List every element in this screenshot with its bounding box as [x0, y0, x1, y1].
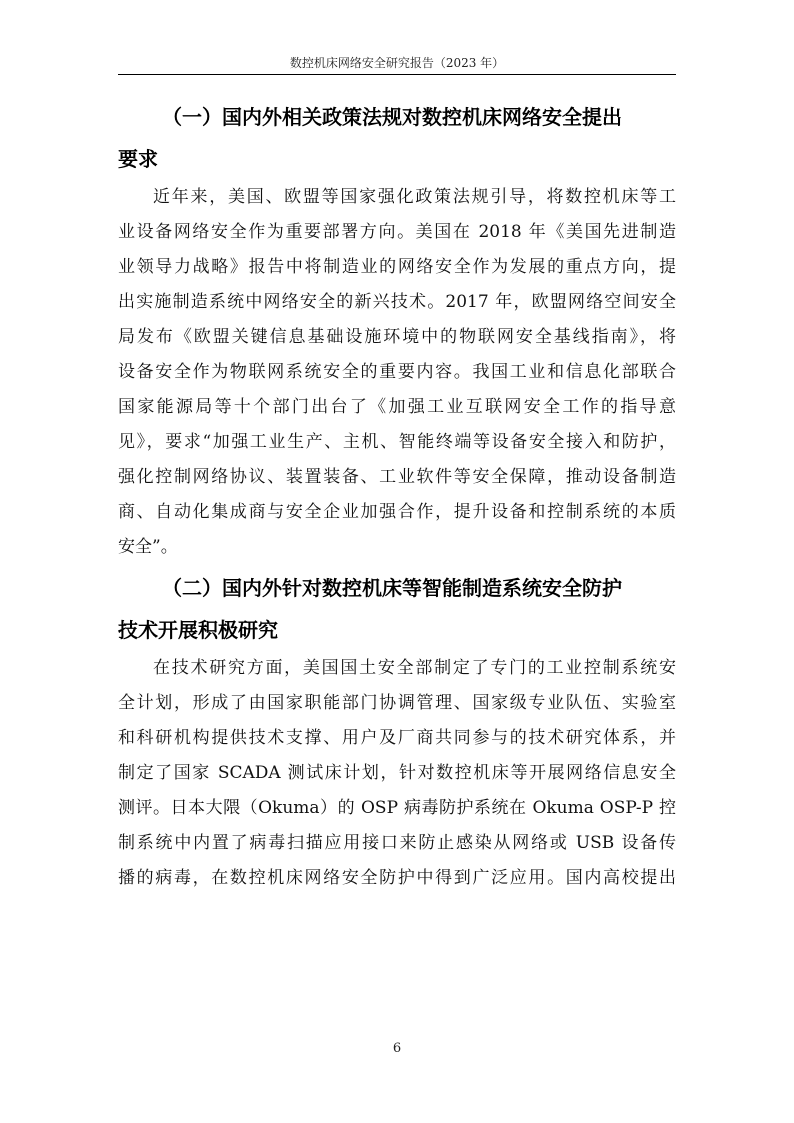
paragraph-line: 全计划，形成了由国家职能部门协调管理、国家级专业队伍、实验室 — [118, 693, 676, 713]
section-2-paragraph — [118, 651, 676, 896]
paragraph-line: 设备安全作为物联网系统安全的重要内容。我国工业和信息化部联合 — [118, 362, 676, 382]
header-divider — [118, 74, 676, 75]
paragraph-line: 制定了国家 SCADA 测试床计划，针对数控机床等开展网络信息安全 — [118, 763, 676, 783]
paragraph-line: 国家能源局等十个部门出台了《加强工业互联网安全工作的指导意 — [118, 397, 676, 417]
paragraph-line: 测评。日本大隈（Okuma）的 OSP 病毒防护系统在 Okuma OSP-P 控 — [118, 798, 676, 818]
paragraph-line: 播的病毒，在数控机床网络安全防护中得到广泛应用。国内高校提出 — [118, 868, 676, 888]
document-body — [118, 96, 676, 896]
paragraph-line: 局发布《欧盟关键信息基础设施环境中的物联网安全基线指南》，将 — [118, 327, 676, 347]
section-heading-line: 技术开展积极研究 — [118, 618, 278, 642]
paragraph-line: 安全”。 — [118, 537, 178, 557]
section-heading-line: （一）国内外相关政策法规对数控机床网络安全提出 — [162, 105, 622, 129]
section-heading-1 — [118, 96, 676, 180]
paragraph-line: 近年来，美国、欧盟等国家强化政策法规引导，将数控机床等工 — [153, 187, 676, 207]
paragraph-line: 和科研机构提供技术支撑、用户及厂商共同参与的技术研究体系，并 — [118, 728, 676, 748]
paragraph-line: 见》，要求“加强工业生产、主机、智能终端等设备安全接入和防护， — [118, 432, 676, 452]
section-heading-2 — [118, 567, 676, 651]
paragraph-line: 制系统中内置了病毒扫描应用接口来防止感染从网络或 USB 设备传 — [118, 833, 676, 853]
page-number: 6 — [392, 1041, 402, 1056]
section-heading-line: （二）国内外针对数控机床等智能制造系统安全防护 — [162, 576, 622, 600]
running-header: 数控机床网络安全研究报告（2023 年） — [289, 56, 505, 70]
paragraph-line: 业领导力战略》报告中将制造业的网络安全作为发展的重点方向，提 — [118, 257, 676, 277]
paragraph-line: 强化控制网络协议、装置装备、工业软件等安全保障，推动设备制造 — [118, 467, 676, 487]
section-heading-line: 要求 — [118, 147, 158, 171]
paragraph-line: 出实施制造系统中网络安全的新兴技术。2017 年，欧盟网络空间安全 — [118, 292, 676, 312]
paragraph-line: 在技术研究方面，美国国土安全部制定了专门的工业控制系统安 — [153, 658, 676, 678]
paragraph-line: 业设备网络安全作为重要部署方向。美国在 2018 年《美国先进制造 — [118, 222, 676, 242]
paragraph-line: 商、自动化集成商与安全企业加强合作，提升设备和控制系统的本质 — [118, 502, 676, 522]
section-1-paragraph — [118, 180, 676, 565]
